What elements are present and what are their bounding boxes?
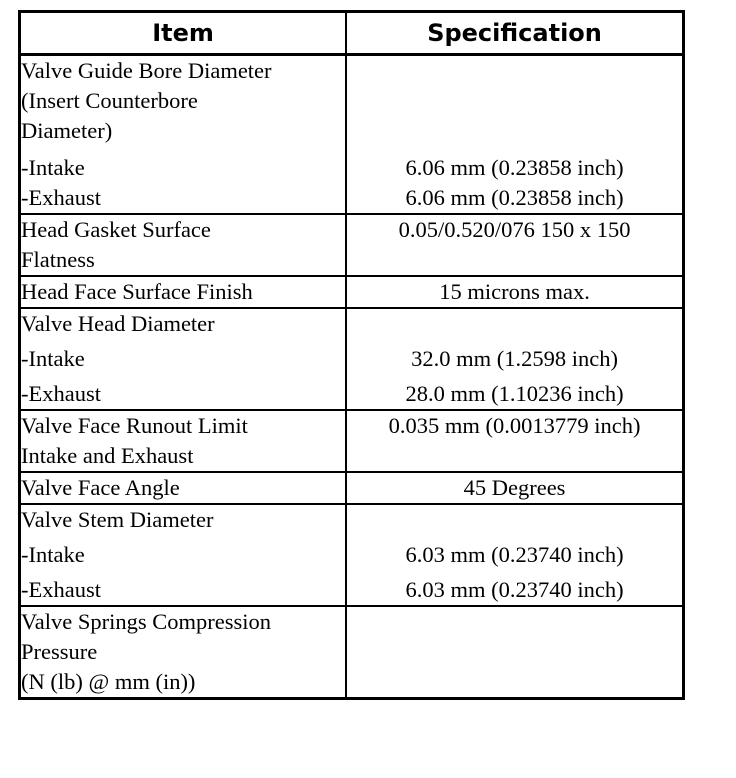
table-row [20,472,684,504]
item-line: -Exhaust [21,185,101,210]
item-cell [20,410,347,472]
item-cell [20,276,347,308]
item-line: Valve Stem Diameter [21,507,214,532]
table-row [20,308,684,410]
item-line: -Intake [21,155,85,180]
spec-line: 0.035 mm (0.0013779 inch) [388,413,641,438]
spec-line: 15 microns max. [439,279,590,304]
table-row [20,606,684,699]
item-line: Valve Face Runout Limit [21,413,248,438]
spec-cell [346,606,683,699]
spec-line: 6.03 mm (0.23740 inch) [405,577,624,602]
spec-line: 45 Degrees [463,475,566,500]
item-line: -Exhaust [21,577,101,602]
spec-cell [346,276,683,308]
spec-cell [346,410,683,472]
spec-cell [346,308,683,410]
table-row [20,504,684,606]
item-line: -Intake [21,346,85,371]
item-line: Diameter) [21,118,113,143]
spec-line: 0.05/0.520/076 150 x 150 [398,217,631,242]
spec-line: 6.03 mm (0.23740 inch) [405,542,624,567]
header-specification: Specification [346,12,683,55]
spec-cell [346,214,683,276]
item-line: Flatness [21,247,95,272]
table-row [20,410,684,472]
spec-cell [346,472,683,504]
item-cell [20,308,347,410]
item-line: Valve Face Angle [21,475,180,500]
item-line: Head Gasket Surface [21,217,211,242]
item-line: Intake and Exhaust [21,443,194,468]
item-cell [20,214,347,276]
item-line: (N (lb) @ mm (in)) [21,669,196,694]
item-line: Valve Guide Bore Diameter [21,58,272,83]
spec-line: 32.0 mm (1.2598 inch) [411,346,618,371]
spec-line: 6.06 mm (0.23858 inch) [405,155,624,180]
header-row [20,12,684,55]
item-line: -Exhaust [21,381,101,406]
item-cell [20,55,347,215]
item-line: (Insert Counterbore [21,88,198,113]
spec-line: 28.0 mm (1.10236 inch) [405,381,624,406]
table-row [20,214,684,276]
header-item: Item [20,12,347,55]
table-row [20,55,684,215]
spec-line: 6.06 mm (0.23858 inch) [405,185,624,210]
item-cell [20,606,347,699]
spec-cell [346,55,683,215]
item-line: Valve Springs Compression [21,609,271,634]
item-line: Pressure [21,639,98,664]
item-cell [20,504,347,606]
spec-cell [346,504,683,606]
table-row [20,276,684,308]
specification-table [18,10,685,700]
item-line: Valve Head Diameter [21,311,215,336]
item-line: -Intake [21,542,85,567]
item-line: Head Face Surface Finish [21,279,253,304]
item-cell [20,472,347,504]
